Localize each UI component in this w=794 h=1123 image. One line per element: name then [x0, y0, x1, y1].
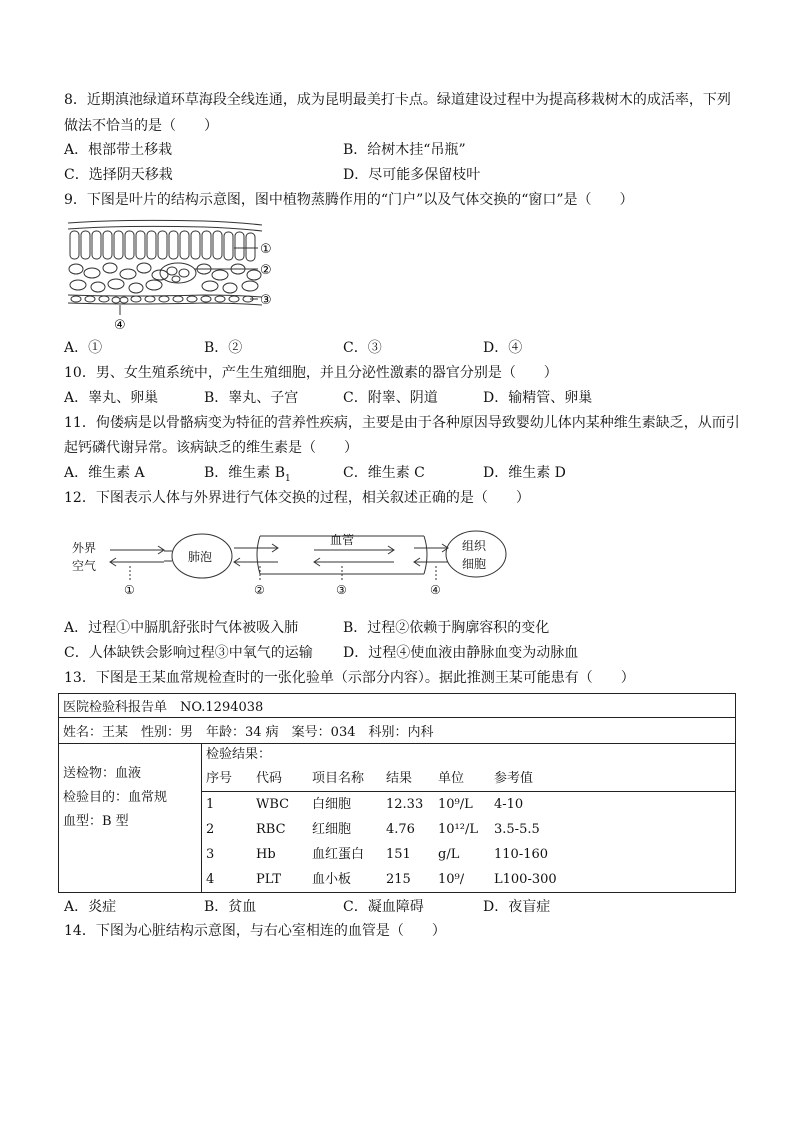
- q11-option-c: C．维生素 C: [343, 465, 425, 481]
- column-header: 序号: [206, 771, 233, 786]
- report-sample: 送检物：血液: [63, 766, 142, 781]
- report-results-cell: [202, 744, 736, 893]
- q9-option-d: D．④: [483, 340, 523, 356]
- outside-air-label-2: 空气: [72, 559, 97, 573]
- report-rows: [202, 792, 735, 892]
- gas-marker-1: ①: [124, 583, 135, 597]
- q11-stem-line2: 起钙磷代谢异常。该病缺乏的维生素是（ ）: [64, 440, 358, 456]
- leaf-label-3: ③: [260, 293, 272, 308]
- table-cell: 2: [206, 822, 215, 837]
- q12-option-b: B．过程②依赖于胸廓容积的变化: [343, 620, 550, 636]
- table-cell: 1: [206, 797, 215, 812]
- q11-stem-line1: 11．佝偻病是以骨骼病变为特征的营养性疾病，主要是由于各种原因导致婴幼儿体内某种维生素缺乏，从而引: [64, 415, 740, 431]
- leaf-label-4: ④: [114, 318, 126, 333]
- q9-stem: 9．下图是叶片的结构示意图，图中植物蒸腾作用的“门户”以及气体交换的“窗口”是（ ）: [64, 192, 634, 208]
- table-cell: 白细胞: [312, 797, 352, 812]
- table-cell: 3: [206, 847, 215, 862]
- q8-option-c: C．选择阴天移栽: [64, 167, 173, 183]
- q10-option-b: B．睾丸、子宫: [204, 390, 299, 406]
- leaf-label-2: ②: [260, 263, 272, 278]
- table-cell: 4-10: [494, 797, 524, 812]
- q9-option-b: B．②: [204, 340, 243, 356]
- column-header: 结果: [386, 771, 413, 786]
- table-cell: 4.76: [386, 822, 415, 837]
- q9-option-c: C．③: [343, 340, 382, 356]
- q13-option-c: C．凝血障碍: [343, 899, 424, 915]
- table-cell: 4: [206, 872, 215, 887]
- table-cell: WBC: [256, 797, 290, 812]
- q8-option-b: B．给树木挂“吊瓶”: [343, 142, 466, 158]
- q11-option-b-text: B．维生素 B: [204, 465, 286, 481]
- q13-stem: 13．下图是王某血常规检查时的一张化验单（示部分内容）。据此推测王某可能患有（ ）: [64, 670, 635, 686]
- q11-option-a: A．维生素 A: [64, 465, 145, 481]
- table-cell: 151: [386, 847, 411, 862]
- q12-option-a: A．过程①中膈肌舒张时气体被吸入肺: [64, 620, 299, 636]
- alveolus-label: 肺泡: [188, 550, 213, 564]
- tissue-cell-label-2: 细胞: [462, 557, 487, 571]
- q8-option-a: A．根部带土移栽: [64, 142, 173, 158]
- table-cell: 215: [386, 872, 411, 887]
- leaf-label-1: ①: [260, 242, 272, 257]
- q13-option-b: B．贫血: [204, 899, 257, 915]
- table-cell: PLT: [256, 872, 281, 887]
- q8-stem-line1: 8．近期滇池绿道环草海段全线连通，成为昆明最美打卡点。绿道建设过程中为提高移栽树木的成活率，下列: [64, 92, 731, 108]
- table-cell: Hb: [256, 847, 276, 862]
- table-cell: 10¹²/L: [438, 822, 478, 837]
- q9-option-a: A．①: [64, 340, 103, 356]
- report-results-title: 检验结果：: [206, 747, 272, 762]
- column-header: 项目名称: [312, 771, 365, 786]
- table-cell: RBC: [256, 822, 286, 837]
- report-header: 医院检验科报告单 NO.1294038: [59, 694, 736, 718]
- q8-option-d: D．尽可能多保留枝叶: [343, 167, 481, 183]
- outside-air-label-1: 外界: [72, 541, 97, 555]
- q8-stem-line2: 做法不恰当的是（ ）: [64, 118, 218, 134]
- q12-stem: 12．下图表示人体与外界进行气体交换的过程，相关叙述正确的是（ ）: [64, 490, 530, 506]
- column-header: 单位: [438, 771, 465, 786]
- q13-option-d: D．夜盲症: [483, 899, 551, 915]
- table-cell: g/L: [438, 847, 460, 862]
- column-header: 代码: [256, 771, 283, 786]
- table-cell: 血红蛋白: [312, 847, 365, 862]
- table-cell: 3.5-5.5: [494, 822, 540, 837]
- gas-exchange-diagram: [64, 518, 534, 600]
- report-patient-info: 姓名：王某 性别：男 年龄：34 病 案号：034 科别：内科: [59, 718, 736, 744]
- q10-option-a: A．睾丸、卵巢: [64, 390, 159, 406]
- q11-option-d: D．维生素 D: [483, 465, 566, 481]
- table-cell: 10⁹/L: [438, 797, 473, 812]
- q10-option-c: C．附睾、阴道: [343, 390, 438, 406]
- q12-option-d: D．过程④使血液由静脉血变为动脉血: [343, 645, 579, 661]
- table-cell: 10⁹/: [438, 872, 465, 887]
- vessel-label: 血管: [330, 533, 355, 547]
- table-cell: 12.33: [386, 797, 424, 812]
- lab-report-table: [58, 693, 736, 893]
- q11-option-b-subscript: 1: [285, 473, 291, 484]
- leaf-structure-diagram: [64, 213, 296, 333]
- tissue-cell-label-1: 组织: [462, 539, 487, 553]
- q10-stem: 10．男、女生殖系统中，产生生殖细胞，并且分泌性激素的器官分别是（ ）: [64, 365, 558, 381]
- column-header: 参考值: [494, 771, 534, 786]
- table-cell: L100-300: [494, 872, 557, 887]
- table-cell: 血小板: [312, 872, 352, 887]
- report-sample-info: [59, 744, 202, 893]
- q12-option-c: C．人体缺铁会影响过程③中氧气的运输: [64, 645, 313, 661]
- q14-stem: 14．下图为心脏结构示意图，与右心室相连的血管是（ ）: [64, 923, 446, 939]
- gas-marker-3: ③: [336, 583, 347, 597]
- q10-option-d: D．输精管、卵巢: [483, 390, 593, 406]
- report-purpose: 检验目的：血常规: [63, 790, 168, 805]
- report-blood-type: 血型：B 型: [63, 814, 129, 829]
- table-cell: 红细胞: [312, 822, 352, 837]
- report-column-headers: [202, 766, 735, 792]
- table-cell: 110-160: [494, 847, 549, 862]
- gas-marker-4: ④: [430, 583, 441, 597]
- q11-option-b: [204, 463, 291, 489]
- q13-option-a: A．炎症: [64, 899, 117, 915]
- gas-marker-2: ②: [254, 583, 265, 597]
